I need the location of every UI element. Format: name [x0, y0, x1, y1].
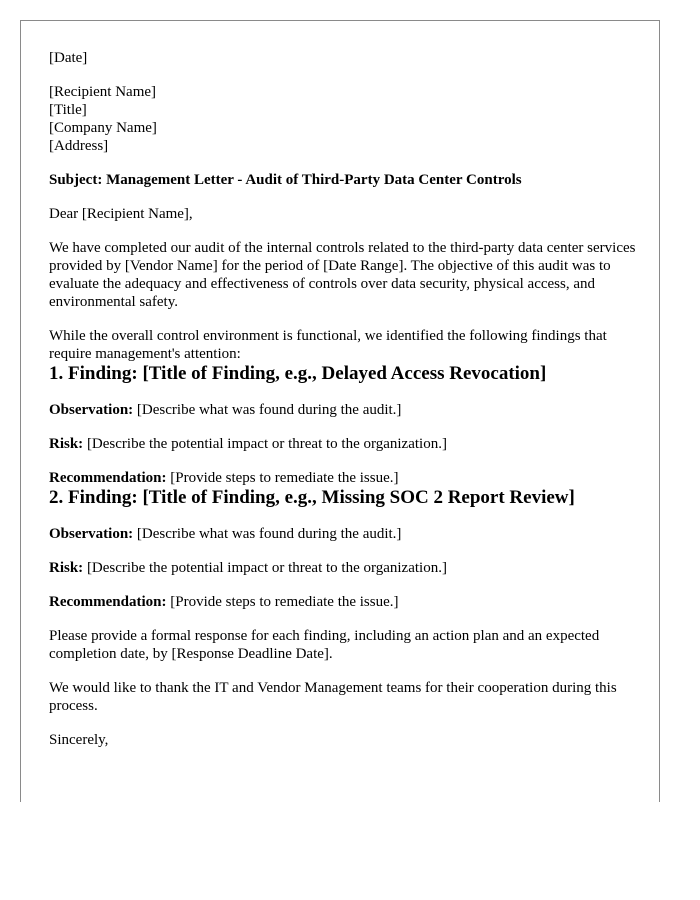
letter-date: [Date]: [49, 50, 88, 66]
recipient-company: [Company Name]: [49, 120, 157, 136]
recipient-block: [49, 83, 639, 155]
recommendation-text: [Provide steps to remediate the issue.]: [166, 594, 399, 610]
observation-text: [Describe what was found during the audit.]: [133, 526, 402, 542]
finding-observation: [49, 401, 639, 419]
risk-text: [Describe the potential impact or threat to the organization.]: [83, 436, 447, 452]
letter-subject: Subject: Management Letter - Audit of Third-Party Data Center Controls: [49, 172, 522, 188]
closing: Sincerely,: [49, 732, 109, 748]
letter-page: [20, 20, 660, 802]
risk-text: [Describe the potential impact or threat to the organization.]: [83, 560, 447, 576]
finding-title: 2. Finding: [Title of Finding, e.g., Missing SOC 2 Report Review]: [49, 487, 575, 508]
finding-recommendation: [49, 469, 639, 487]
recommendation-label: Recommendation:: [49, 594, 167, 610]
finding-risk: [49, 435, 639, 453]
risk-label: Risk:: [49, 560, 84, 576]
recipient-address: [Address]: [49, 138, 109, 154]
letter-content: [49, 49, 639, 749]
observation-text: [Describe what was found during the audit.]: [133, 402, 402, 418]
response-paragraph: Please provide a formal response for each finding, including an action plan and an expected completion date, by [Response Deadline Date].: [49, 628, 600, 662]
thanks-paragraph: We would like to thank the IT and Vendor Management teams for their cooperation during this process.: [49, 680, 617, 714]
intro-paragraph: We have completed our audit of the internal controls related to the third-party data center services provided by [Vendor Name] for the period of [Date Range]. The objective of this audit was to evaluate the adequacy and effectiveness of controls over data security, physical access, and environmental safety.: [49, 240, 636, 310]
findings-intro: While the overall control environment is functional, we identified the following findings that require management's attention:: [49, 328, 607, 362]
salutation: Dear [Recipient Name],: [49, 206, 193, 222]
recipient-name: [Recipient Name]: [49, 84, 157, 100]
finding-observation: [49, 525, 639, 543]
risk-label: Risk:: [49, 436, 84, 452]
recommendation-text: [Provide steps to remediate the issue.]: [166, 470, 399, 486]
recommendation-label: Recommendation:: [49, 470, 167, 486]
finding-risk: [49, 559, 639, 577]
observation-label: Observation:: [49, 526, 134, 542]
recipient-title: [Title]: [49, 102, 87, 118]
finding-title: 1. Finding: [Title of Finding, e.g., Delayed Access Revocation]: [49, 363, 547, 384]
observation-label: Observation:: [49, 402, 134, 418]
finding-recommendation: [49, 593, 639, 611]
